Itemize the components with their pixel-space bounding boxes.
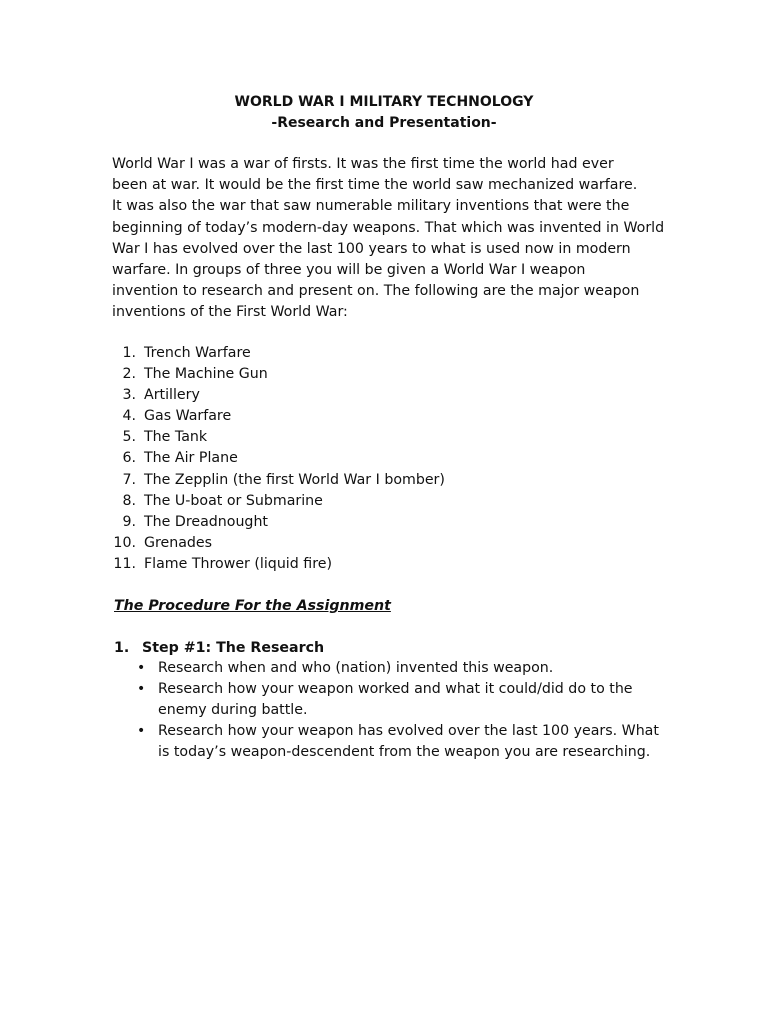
intro-paragraph [112,154,672,324]
bullet-line: Research when and who (nation) invented this weapon. [158,660,554,676]
step-bullet-list [114,658,674,763]
bullet-item [114,679,674,721]
weapon-list-item [112,448,612,469]
bullet-icon: • [137,681,146,698]
weapon-list-item [112,406,612,427]
weapon-list-item [112,385,612,406]
intro-line: World War I was a war of firsts. It was the first time the world had ever [112,156,614,172]
bullet-icon: • [137,723,146,740]
intro-line: invention to research and present on. The following are the major weapon [112,283,640,300]
weapon-name: Flame Thrower (liquid fire) [144,555,332,572]
weapon-number: 9. [122,513,136,530]
weapon-number: 11. [113,555,136,572]
weapon-number: 4. [122,408,136,425]
bullet-line: enemy during battle. [158,702,308,719]
bullet-item [114,658,674,679]
weapon-list-item [112,512,612,533]
weapon-name: The Tank [144,429,208,446]
weapon-name: The Machine Gun [144,366,268,383]
weapon-number: 3. [122,387,136,404]
intro-line: inventions of the First World War: [112,304,348,321]
weapon-name: The U-boat or Submarine [144,492,323,509]
bullet-line: is today’s weapon-descendent from the weapon you are researching. [158,744,651,761]
bullet-item [114,721,674,763]
weapon-list-item [112,364,612,385]
weapon-number: 1. [122,345,136,361]
document-subtitle: -Research and Presentation- [271,115,497,131]
weapon-list-item [112,427,612,448]
weapon-name: Artillery [144,387,200,404]
procedure-heading: The Procedure For the Assignment [114,598,391,614]
weapon-number: 7. [122,471,136,488]
weapon-list-item [112,554,612,575]
weapon-list-item [112,470,612,491]
weapon-name: The Zepplin (the first World War I bomber) [144,471,445,488]
weapon-number: 6. [122,450,136,467]
weapon-name: The Dreadnought [144,513,268,530]
weapon-number: 8. [122,492,136,509]
weapon-name: Grenades [144,534,213,551]
weapon-list [112,343,612,575]
weapon-list-item [112,343,612,364]
weapon-list-item [112,533,612,554]
intro-line: It was also the war that saw numerable military inventions that were the [112,198,630,215]
weapon-number: 10. [113,534,136,551]
bullet-line: Research how your weapon has evolved over the last 100 years. What [158,723,659,740]
step-heading [114,638,324,658]
weapon-name: Trench Warfare [144,345,251,361]
document-title: WORLD WAR I MILITARY TECHNOLOGY [234,94,534,110]
bullet-icon: • [137,660,146,676]
intro-line: been at war. It would be the first time the world saw mechanized warfare. [112,177,638,194]
intro-line: warfare. In groups of three you will be given a World War I weapon [112,262,586,279]
bullet-line: Research how your weapon worked and what it could/did do to the [158,681,633,698]
intro-line: beginning of today’s modern-day weapons. That which was invented in World [112,219,665,236]
weapon-name: The Air Plane [144,450,238,467]
step-label: Step #1: The Research [142,640,325,656]
weapon-list-item [112,491,612,512]
weapon-number: 2. [122,366,136,383]
weapon-name: Gas Warfare [144,408,232,425]
intro-line: War I has evolved over the last 100 years to what is used now in modern [112,240,631,257]
weapon-number: 5. [122,429,136,446]
step-number: 1. [114,640,130,656]
